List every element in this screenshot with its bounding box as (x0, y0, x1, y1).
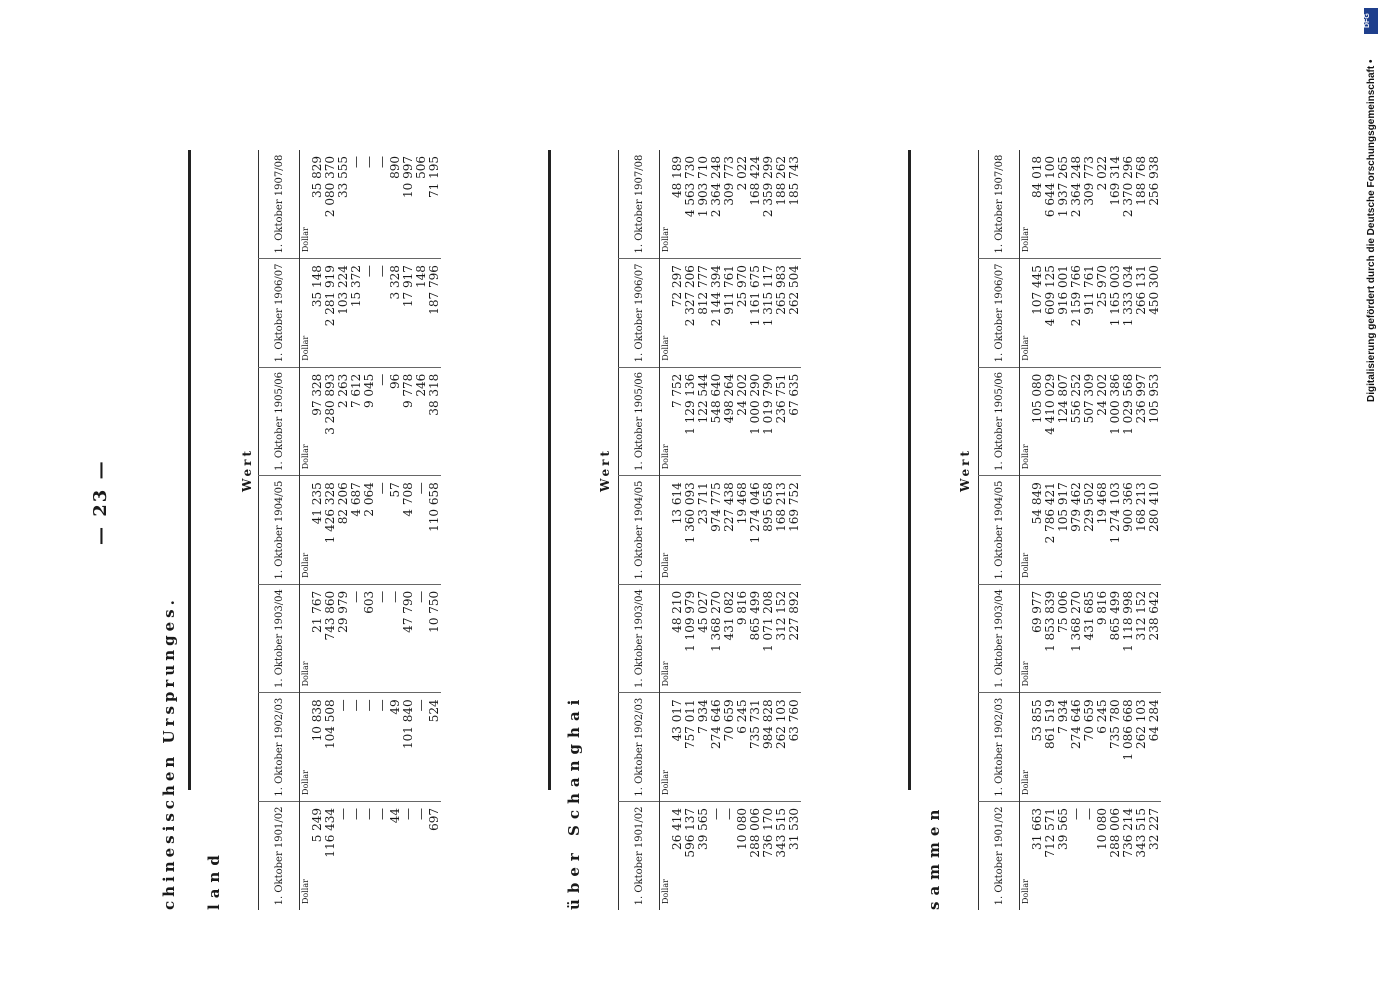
table-cell: 169 752 (788, 476, 801, 585)
table-cell: — (376, 693, 389, 802)
unit-label: Dollar (1020, 693, 1032, 802)
table-cell: — (362, 156, 376, 168)
table-cell: — (350, 801, 363, 910)
table-cell: 974 775 (710, 476, 723, 585)
table-row (350, 150, 363, 910)
table-cell: 57 (389, 476, 402, 585)
table-cell: 35 148 (311, 259, 324, 368)
unit-label: Dollar (660, 584, 672, 693)
table-cell: 262 504 (788, 259, 801, 368)
unit-label: Dollar (660, 801, 672, 910)
column-header: 1. Oktober 1904/05 (259, 476, 300, 585)
table-cell: 63 760 (788, 693, 801, 802)
unit-label: Dollar (660, 693, 672, 802)
table-cell: 506 (414, 156, 428, 179)
table-cell: 265 983 (775, 259, 788, 368)
table-cell: — (375, 156, 389, 168)
table-cell: 1 368 270 (1070, 584, 1083, 693)
table-cell: 238 642 (1148, 584, 1161, 693)
table-cell: 274 646 (1070, 693, 1083, 802)
table-cell: 236 751 (775, 367, 788, 476)
table-cell: 23 711 (697, 476, 710, 585)
unit-label: Dollar (300, 801, 312, 910)
table-cell: 596 137 (684, 801, 697, 910)
section-rule (188, 150, 191, 790)
table-cell: — (415, 584, 428, 693)
data-table-schanghai (618, 150, 801, 910)
table-row (1083, 150, 1096, 910)
table-cell: 2 327 206 (684, 259, 697, 368)
table-cell: 7 752 (671, 367, 684, 476)
table-cell: 54 849 (1031, 476, 1044, 585)
column-header: 1. Oktober 1905/06 (979, 367, 1020, 476)
table-cell: 1 903 710 (696, 156, 710, 218)
table-cell: 735 731 (749, 693, 762, 802)
table-cell: 72 297 (671, 259, 684, 368)
table-cell: — (1070, 801, 1083, 910)
table-cell: 5 249 (311, 801, 324, 910)
page-number: — 23 — (90, 459, 111, 545)
table-cell: 280 410 (1148, 476, 1161, 585)
column-header: 1. Oktober 1904/05 (619, 476, 660, 585)
unit-label: Dollar (1020, 367, 1032, 476)
table-cell: 1 129 136 (684, 367, 697, 476)
table-cell: 3 328 (389, 259, 402, 368)
table-cell: — (389, 584, 402, 693)
table-cell: 312 152 (775, 584, 788, 693)
table-cell: — (376, 259, 389, 368)
table-header-row (619, 150, 660, 910)
table-cell: 31 663 (1031, 801, 1044, 910)
table-cell: 168 213 (775, 476, 788, 585)
table-cell: 67 635 (788, 367, 801, 476)
table-row (723, 150, 736, 910)
table-cell: 1 937 265 (1056, 156, 1070, 218)
table-cell: 105 953 (1148, 367, 1161, 476)
table-cell: 2 022 (735, 156, 749, 191)
table-cell: 288 006 (749, 801, 762, 910)
table-cell: 4 708 (402, 476, 415, 585)
table-cell: 1 853 839 (1044, 584, 1057, 693)
column-header: 1. Oktober 1903/04 (259, 584, 300, 693)
table-cell: — (415, 476, 428, 585)
table-cell: 6 245 (736, 693, 749, 802)
table-cell: 10 838 (311, 693, 324, 802)
table-cell: 2 263 (337, 367, 350, 476)
table-cell: 1 360 093 (684, 476, 697, 585)
unit-row (660, 150, 672, 910)
table-cell: 507 309 (1083, 367, 1096, 476)
table-cell: 9 778 (402, 367, 415, 476)
table-cell: 1 118 998 (1122, 584, 1135, 693)
wert-label: Wert (958, 448, 972, 492)
table-row (1148, 150, 1161, 910)
section-title-land: land (205, 849, 223, 910)
table-cell: 25 970 (1096, 259, 1109, 368)
page-heading: chinesischen Ursprunges. (160, 596, 178, 910)
table-cell: 1 333 034 (1122, 259, 1135, 368)
table-cell: — (1083, 801, 1096, 910)
table-cell: 64 284 (1148, 693, 1161, 802)
table-cell: 911 761 (723, 259, 736, 368)
table-cell: 2 370 296 (1121, 156, 1135, 218)
unit-row (300, 150, 312, 910)
column-header: 1. Oktober 1902/03 (259, 693, 300, 802)
column-header: 1. Oktober 1901/02 (259, 801, 300, 910)
table-cell: 29 979 (337, 584, 350, 693)
table-cell: 911 761 (1083, 259, 1096, 368)
table-cell: 15 372 (350, 259, 363, 368)
table-cell: — (337, 801, 350, 910)
unit-label: Dollar (1021, 227, 1030, 253)
table-cell: 736 170 (762, 801, 775, 910)
unit-label: Dollar (300, 367, 312, 476)
table-cell: 1 274 103 (1109, 476, 1122, 585)
table-cell: 101 840 (402, 693, 415, 802)
table-cell: 227 438 (723, 476, 736, 585)
table-cell: 105 917 (1057, 476, 1070, 585)
table-cell: 10 997 (401, 156, 415, 198)
table-cell: 735 780 (1109, 693, 1122, 802)
table-cell: 865 499 (749, 584, 762, 693)
table-cell: 1 161 675 (749, 259, 762, 368)
table-row (389, 150, 402, 910)
data-table-land (258, 150, 441, 910)
table-cell: 498 264 (723, 367, 736, 476)
table-cell: 103 224 (337, 259, 350, 368)
table-cell: 39 565 (697, 801, 710, 910)
table-cell: 895 658 (762, 476, 775, 585)
table-cell: 17 917 (402, 259, 415, 368)
unit-label: Dollar (300, 584, 312, 693)
table-cell: 9 816 (1096, 584, 1109, 693)
wert-label: Wert (240, 448, 254, 492)
unit-label: Dollar (300, 693, 312, 802)
table-cell: 148 (415, 259, 428, 368)
table-cell: 69 977 (1031, 584, 1044, 693)
table-cell: 1 109 979 (684, 584, 697, 693)
unit-label: Dollar (300, 476, 312, 585)
table-cell: 1 071 208 (762, 584, 775, 693)
table-cell: 10 080 (1096, 801, 1109, 910)
table-cell: 168 213 (1135, 476, 1148, 585)
unit-row (1020, 150, 1032, 910)
column-header: 1. Oktober 1905/06 (259, 367, 300, 476)
table-cell: 25 970 (736, 259, 749, 368)
table-cell: — (415, 801, 428, 910)
table-cell: 185 743 (787, 156, 801, 206)
table-row (428, 150, 441, 910)
unit-label: Dollar (1020, 476, 1032, 585)
column-header: 1. Oktober 1907/08 (259, 150, 300, 259)
table-cell: 2 281 919 (324, 259, 337, 368)
table-cell: 979 462 (1070, 476, 1083, 585)
table-cell: 2 364 248 (709, 156, 723, 218)
column-header: 1. Oktober 1903/04 (979, 584, 1020, 693)
table-cell: 812 777 (697, 259, 710, 368)
table-cell: 236 997 (1135, 367, 1148, 476)
table-cell: — (363, 259, 376, 368)
wert-label: Wert (598, 448, 612, 492)
table-cell: — (723, 801, 736, 910)
column-header: 1. Oktober 1902/03 (979, 693, 1020, 802)
table-cell: 82 206 (337, 476, 350, 585)
table-cell: 309 773 (1082, 156, 1096, 206)
table-cell: 256 938 (1147, 156, 1161, 206)
table-cell: 288 006 (1109, 801, 1122, 910)
table-cell: 900 366 (1122, 476, 1135, 585)
table-cell: 13 614 (671, 476, 684, 585)
table-cell: 10 750 (428, 584, 441, 693)
table-cell: 7 612 (350, 367, 363, 476)
dfg-watermark (1362, 8, 1382, 408)
column-header: 1. Oktober 1902/03 (619, 693, 660, 802)
table-cell: 9 816 (736, 584, 749, 693)
unit-label: Dollar (661, 227, 670, 253)
table-row (402, 150, 415, 910)
table-cell: 9 045 (363, 367, 376, 476)
unit-label: Dollar (301, 227, 310, 253)
unit-label: Dollar (1020, 584, 1032, 693)
table-cell: 4 563 730 (683, 156, 697, 218)
table-cell: 53 855 (1031, 693, 1044, 802)
table-cell: 757 011 (684, 693, 697, 802)
table-cell: 274 646 (710, 693, 723, 802)
table-cell: 984 828 (762, 693, 775, 802)
table-cell: 2 359 299 (761, 156, 775, 218)
table-cell: — (363, 801, 376, 910)
table-cell: 4 410 029 (1044, 367, 1057, 476)
table-cell: 743 860 (324, 584, 337, 693)
table-cell: — (415, 693, 428, 802)
table-cell: 1 368 270 (710, 584, 723, 693)
table-cell: 227 892 (788, 584, 801, 693)
table-cell: 262 103 (1135, 693, 1148, 802)
table-cell: — (710, 801, 723, 910)
table-row (376, 150, 389, 910)
table-cell: 697 (428, 801, 441, 910)
table-cell: 32 227 (1148, 801, 1161, 910)
table-cell: — (350, 693, 363, 802)
table-cell: 70 659 (1083, 693, 1096, 802)
table-cell: 31 530 (788, 801, 801, 910)
table-cell: 122 544 (697, 367, 710, 476)
table-cell: 2 064 (363, 476, 376, 585)
table-cell: 96 (389, 367, 402, 476)
table-cell: 39 565 (1057, 801, 1070, 910)
table-cell: 229 502 (1083, 476, 1096, 585)
column-header: 1. Oktober 1905/06 (619, 367, 660, 476)
table-cell: 865 499 (1109, 584, 1122, 693)
dfg-logo: DFG (1364, 8, 1378, 34)
table-cell: 548 640 (710, 367, 723, 476)
table-cell: 343 515 (775, 801, 788, 910)
table-cell: 4 609 125 (1044, 259, 1057, 368)
unit-label: Dollar (660, 476, 672, 585)
section-title-schanghai: über Schanghai (565, 693, 583, 910)
table-cell: 71 195 (427, 156, 441, 198)
table-cell: 1 165 003 (1109, 259, 1122, 368)
unit-label: Dollar (660, 367, 672, 476)
table-header-row (979, 150, 1020, 910)
table-cell: — (363, 693, 376, 802)
table-row (363, 150, 376, 910)
table-cell: 861 519 (1044, 693, 1057, 802)
table-cell: 84 018 (1030, 156, 1044, 198)
table-cell: 48 189 (670, 156, 684, 198)
table-cell: 2 144 394 (710, 259, 723, 368)
table-cell: 450 300 (1148, 259, 1161, 368)
table-cell: 246 (415, 367, 428, 476)
table-cell: 1 000 290 (749, 367, 762, 476)
table-cell: 736 214 (1122, 801, 1135, 910)
table-cell: 7 934 (697, 693, 710, 802)
table-cell: 712 571 (1044, 801, 1057, 910)
table-cell: 1 029 568 (1122, 367, 1135, 476)
table-cell: — (349, 156, 363, 168)
table-cell: 524 (428, 693, 441, 802)
section-title-sammen: sammen (925, 803, 943, 910)
table-cell: 49 (389, 693, 402, 802)
table-cell: 6 245 (1096, 693, 1109, 802)
column-header: 1. Oktober 1907/08 (619, 150, 660, 259)
table-cell: — (337, 693, 350, 802)
table-cell: 45 027 (697, 584, 710, 693)
table-cell: 1 019 790 (762, 367, 775, 476)
table-cell: 168 424 (748, 156, 762, 206)
table-cell: — (376, 476, 389, 585)
table-cell: — (402, 801, 415, 910)
table-cell: 107 445 (1031, 259, 1044, 368)
table-cell: 262 103 (775, 693, 788, 802)
data-table-sammen (978, 150, 1161, 910)
column-header: 1. Oktober 1906/07 (979, 259, 1020, 368)
table-cell: 2 786 421 (1044, 476, 1057, 585)
table-cell: 431 685 (1083, 584, 1096, 693)
table-cell: 266 131 (1135, 259, 1148, 368)
table-cell: — (376, 584, 389, 693)
table-cell: 2 364 248 (1069, 156, 1083, 218)
table-cell: 1 426 328 (324, 476, 337, 585)
table-cell: 431 082 (723, 584, 736, 693)
table-cell: 21 767 (311, 584, 324, 693)
watermark-text: Digitalisierung gefördert durch die Deutsche Forschungsgemeinschaft • (1366, 59, 1377, 402)
table-cell: 70 659 (723, 693, 736, 802)
table-cell: 169 314 (1108, 156, 1122, 206)
table-cell: 97 328 (311, 367, 324, 476)
column-header: 1. Oktober 1903/04 (619, 584, 660, 693)
table-cell: 48 210 (671, 584, 684, 693)
column-header: 1. Oktober 1906/07 (259, 259, 300, 368)
table-cell: 41 235 (311, 476, 324, 585)
table-cell: 7 934 (1057, 693, 1070, 802)
table-cell: 916 001 (1057, 259, 1070, 368)
table-row (788, 150, 801, 910)
table-cell: 603 (363, 584, 376, 693)
table-cell: 110 658 (428, 476, 441, 585)
table-cell: — (350, 584, 363, 693)
column-header: 1. Oktober 1901/02 (979, 801, 1020, 910)
table-cell: 19 468 (1096, 476, 1109, 585)
table-cell: 2 080 370 (323, 156, 337, 218)
unit-label: Dollar (300, 259, 312, 368)
table-cell: 1 315 117 (762, 259, 775, 368)
table-cell: 188 262 (774, 156, 788, 206)
table-cell: 44 (389, 801, 402, 910)
unit-label: Dollar (1020, 259, 1032, 368)
table-cell: 105 080 (1031, 367, 1044, 476)
table-cell: 19 468 (736, 476, 749, 585)
table-header-row (259, 150, 300, 910)
column-header: 1. Oktober 1907/08 (979, 150, 1020, 259)
table-cell: 26 414 (671, 801, 684, 910)
table-cell: 47 790 (402, 584, 415, 693)
column-header: 1. Oktober 1904/05 (979, 476, 1020, 585)
table-cell: 2 159 766 (1070, 259, 1083, 368)
section-rule (908, 150, 911, 790)
table-cell: 309 773 (722, 156, 736, 206)
table-cell: 116 434 (324, 801, 337, 910)
table-cell: 43 017 (671, 693, 684, 802)
table-cell: 75 006 (1057, 584, 1070, 693)
table-cell: 1 000 386 (1109, 367, 1122, 476)
table-cell: 33 555 (336, 156, 350, 198)
table-cell: 124 807 (1057, 367, 1070, 476)
table-cell: 188 768 (1134, 156, 1148, 206)
table-cell: 104 508 (324, 693, 337, 802)
table-cell: 1 274 046 (749, 476, 762, 585)
column-header: 1. Oktober 1901/02 (619, 801, 660, 910)
table-cell: 38 318 (428, 367, 441, 476)
table-cell: 24 202 (1096, 367, 1109, 476)
section-rule (548, 150, 551, 790)
table-cell: 2 022 (1095, 156, 1109, 191)
table-cell: 343 515 (1135, 801, 1148, 910)
table-cell: 890 (388, 156, 402, 179)
table-cell: 10 080 (736, 801, 749, 910)
table-cell: 35 829 (310, 156, 324, 198)
table-cell: 3 280 893 (324, 367, 337, 476)
table-cell: — (376, 801, 389, 910)
table-row (337, 150, 350, 910)
column-header: 1. Oktober 1906/07 (619, 259, 660, 368)
table-cell: 24 202 (736, 367, 749, 476)
table-cell: 1 086 668 (1122, 693, 1135, 802)
table-cell: 187 796 (428, 259, 441, 368)
unit-label: Dollar (1020, 801, 1032, 910)
table-row (324, 150, 337, 910)
table-row (684, 150, 697, 910)
table-cell: 6 644 100 (1043, 156, 1057, 218)
table-cell: 556 252 (1070, 367, 1083, 476)
unit-label: Dollar (660, 259, 672, 368)
table-cell: 312 152 (1135, 584, 1148, 693)
table-cell: 4 687 (350, 476, 363, 585)
table-cell: — (376, 367, 389, 476)
